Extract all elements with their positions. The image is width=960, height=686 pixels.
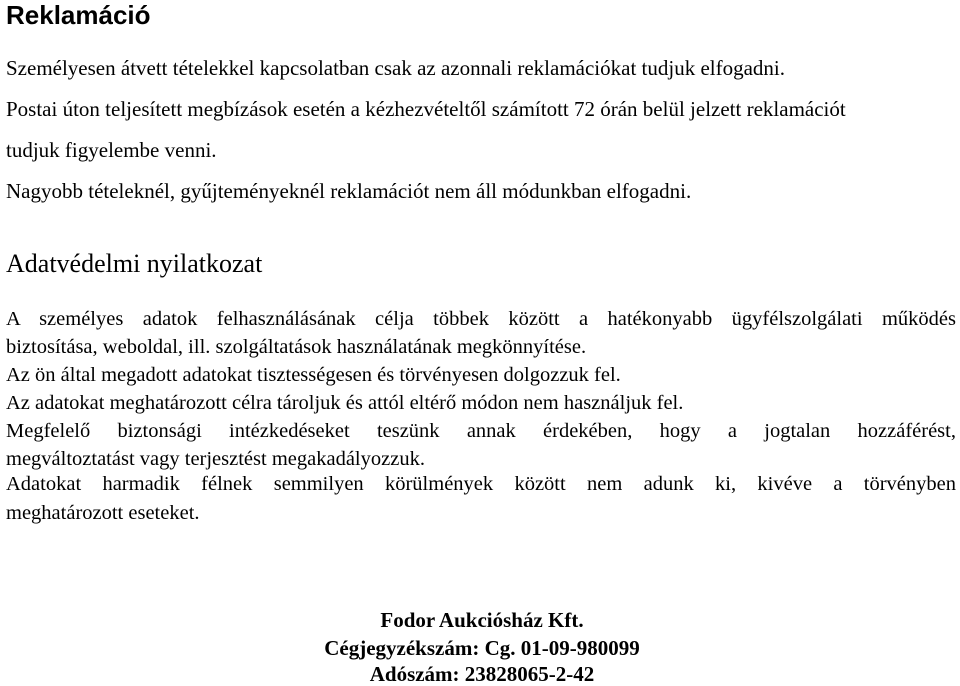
adatvedelem-line-4: Az adatokat meghatározott célra tároljuk és attól eltérő módon nem használjuk fel.: [6, 392, 684, 414]
reklamacio-line-3: tudjuk figyelembe venni.: [6, 138, 217, 162]
adatvedelem-line-2: biztosítása, weboldal, ill. szolgáltatások használatának megkönnyítése.: [6, 336, 587, 358]
adatvedelem-line-5: Megfelelő biztonsági intézkedéseket teszünk annak érdekében, hogy a jogtalan hozzáférést,: [6, 420, 956, 442]
company-tax-number: Adószám: 23828065-2-42: [369, 662, 595, 686]
company-name: Fodor Aukciósház Kft.: [380, 608, 584, 632]
company-registration: Cégjegyzékszám: Cg. 01-09-980099: [324, 636, 640, 660]
adatvedelem-line-7: Adatokat harmadik félnek semmilyen körülmények között nem adunk ki, kivéve a törvényben: [6, 473, 956, 495]
adatvedelem-line-6: megváltoztatást vagy terjesztést megakadályozzuk.: [6, 448, 425, 470]
reklamacio-line-4: Nagyobb tételeknél, gyűjteményeknél reklamációt nem áll módunkban elfogadni.: [6, 179, 692, 203]
adatvedelem-heading: Adatvédelmi nyilatkozat: [6, 249, 263, 278]
adatvedelem-line-1: A személyes adatok felhasználásának célja többek között a hatékonyabb ügyfélszolgálati működés: [6, 308, 956, 330]
adatvedelem-line-8: meghatározott eseteket.: [6, 502, 200, 524]
reklamacio-line-1: Személyesen átvett tételekkel kapcsolatban csak az azonnali reklamációkat tudjuk elfogadni.: [6, 56, 786, 80]
adatvedelem-line-3: Az ön által megadott adatokat tisztességesen és törvényesen dolgozzuk fel.: [6, 364, 621, 386]
reklamacio-heading: Reklamáció: [6, 0, 151, 30]
reklamacio-line-2: Postai úton teljesített megbízások esetén a kézhezvételtől számított 72 órán belül jelzett reklamációt: [6, 97, 846, 121]
